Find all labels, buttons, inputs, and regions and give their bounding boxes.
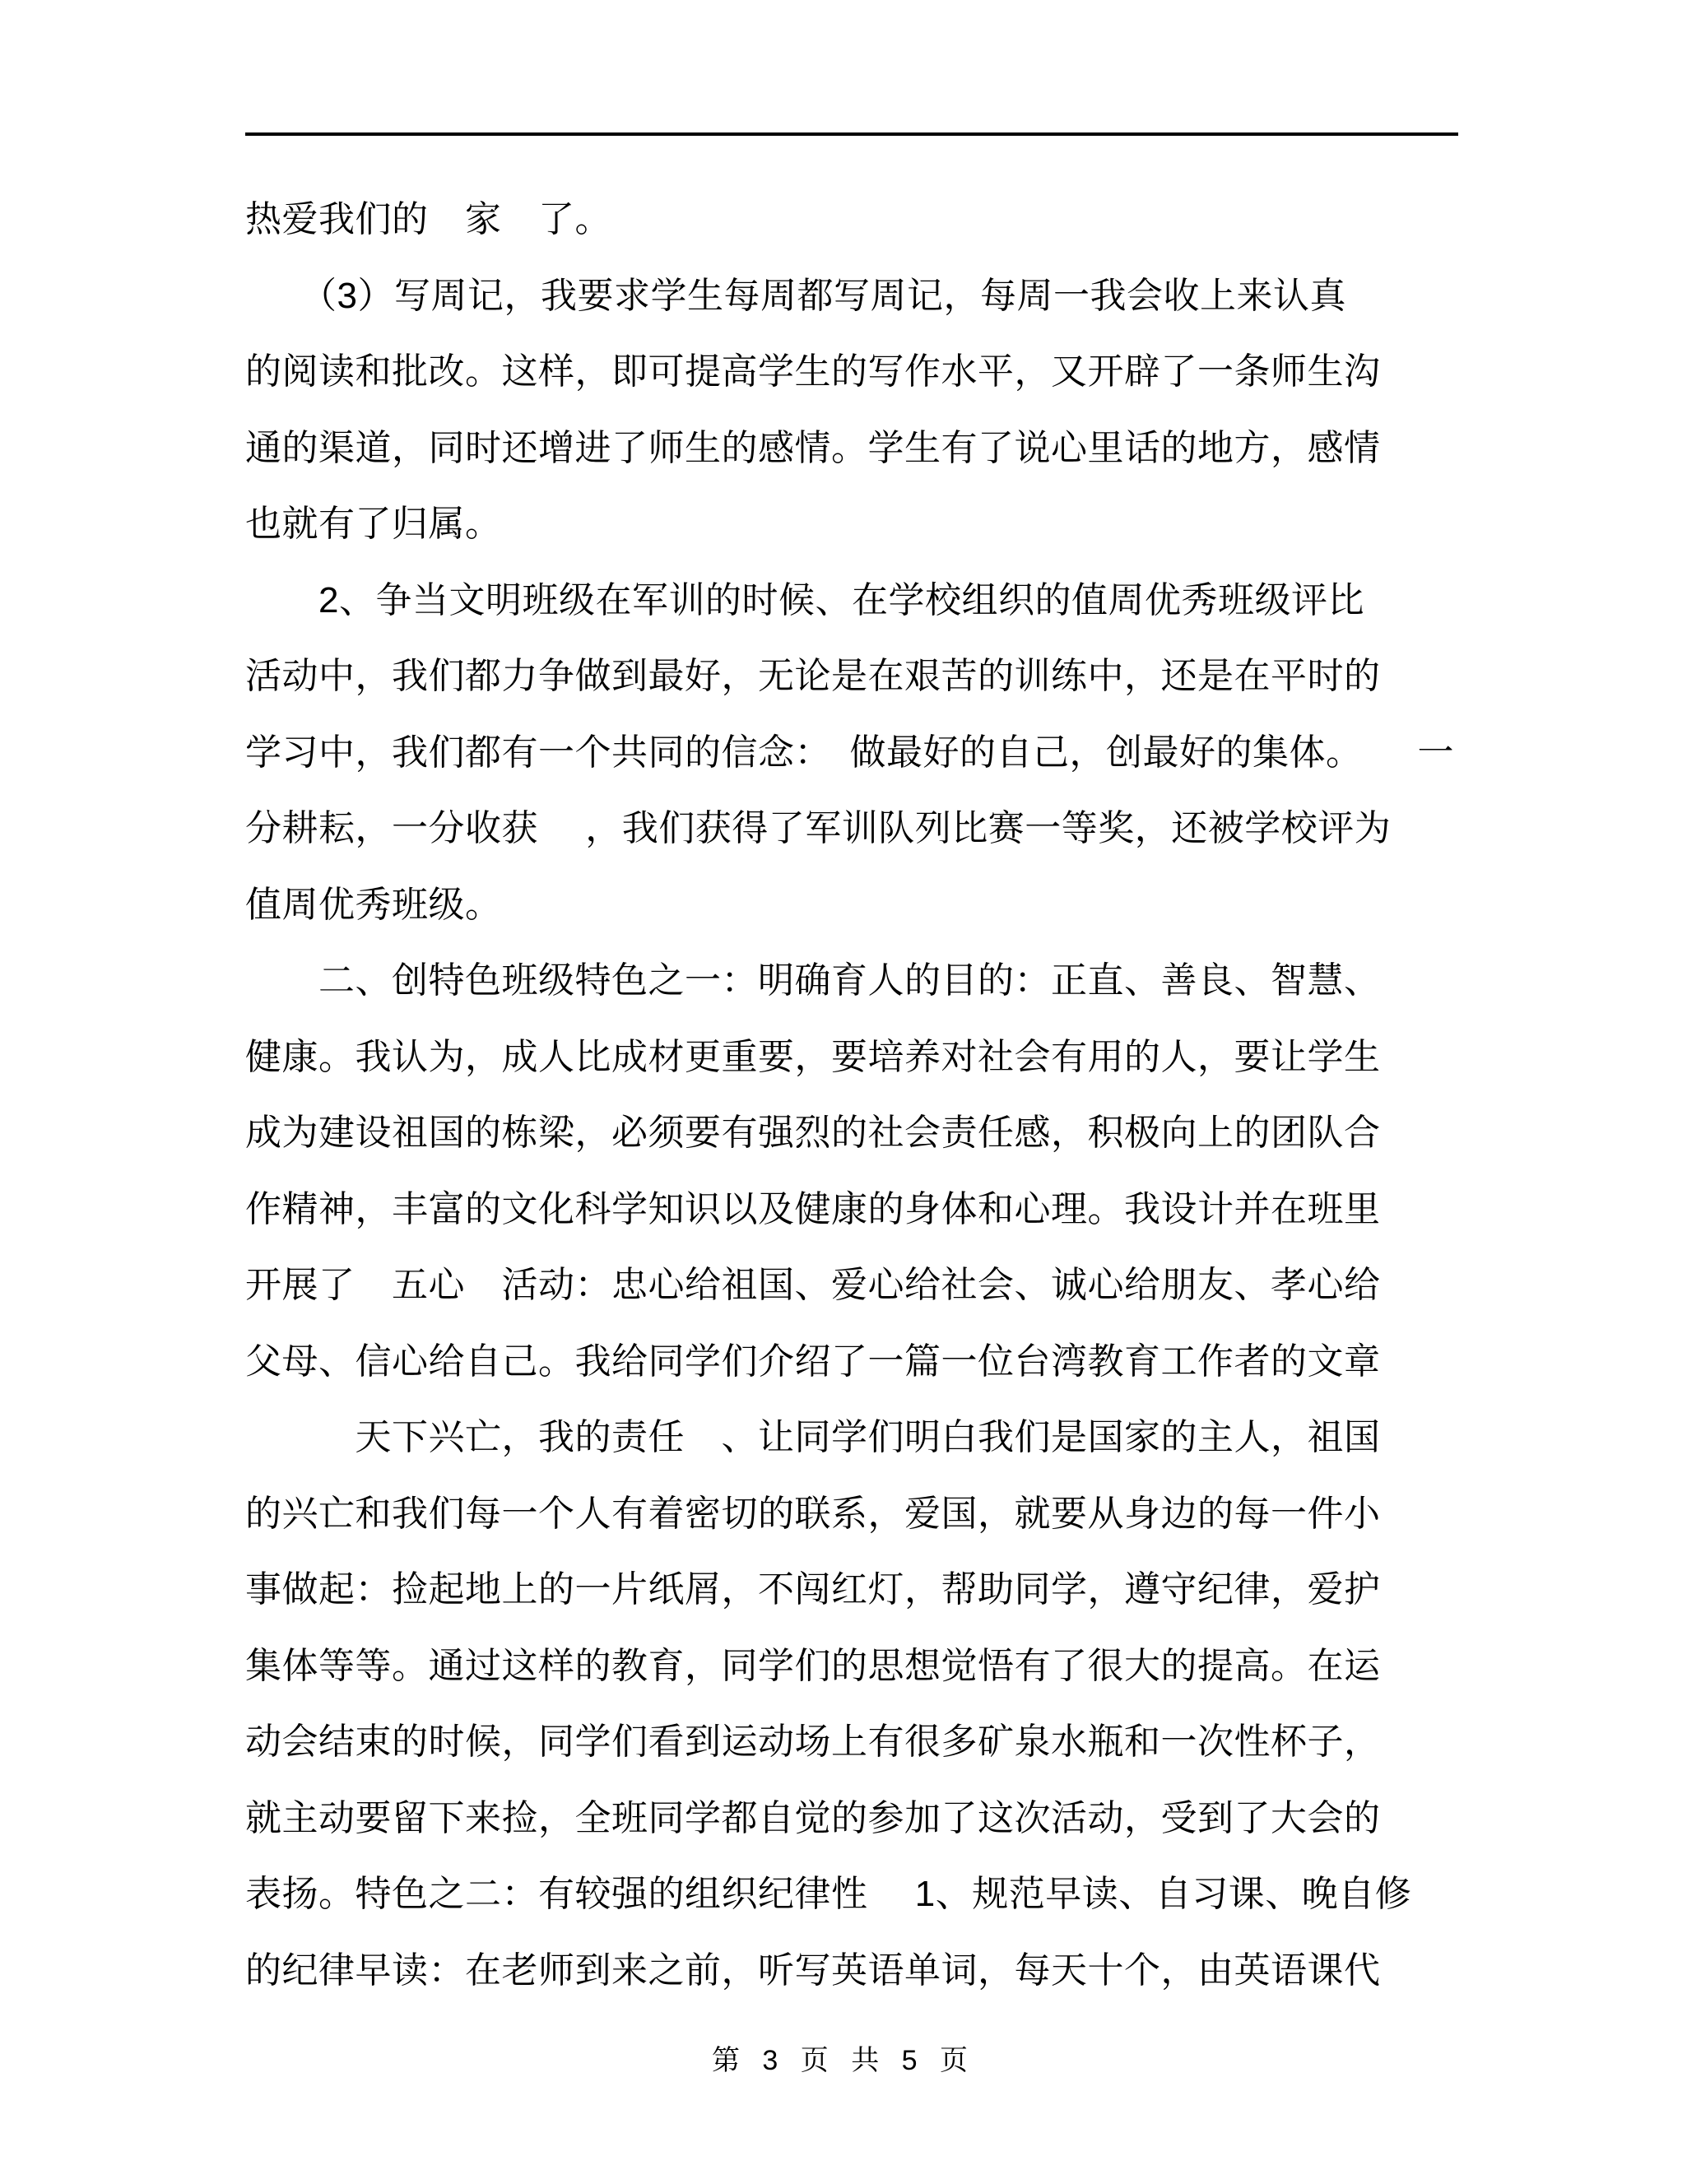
text-line: 活动中，我们都力争做到最好，无论是在艰苦的训练中，还是在平时的 [245,656,1381,696]
text-line: 事做起：捡起地上的一片纸屑，不闯红灯，帮助同学，遵守纪律，爱护 [245,1569,1381,1610]
document-body [245,182,1529,2009]
text-line: 学习中，我们都有一个共同的信念： 做最好的自己，创最好的集体。 一 [245,732,1454,773]
text-line: 开展了 五心 活动：忠心给祖国、爱心给社会、诚心给朋友、孝心给 [245,1265,1381,1305]
text-line: 热爱我们的 家 了。 [245,199,611,239]
text-line: 表扬。特色之二：有较强的组织纪律性 1、规范早读、自习课、晚自修 [245,1874,1412,1914]
text-line: 的纪律早读：在老师到来之前，听写英语单词，每天十个，由英语课代 [245,1949,1381,1991]
text-line: 通的渠道，同时还增进了师生的感情。学生有了说心里话的地方，感情 [245,427,1381,468]
text-line: 分耕耘，一分收获 ，我们获得了军训队列比赛一等奖，还被学校评为 [245,808,1392,848]
text-line: 也就有了归属。 [245,504,502,544]
page-footer [0,2042,1687,2079]
text-line: 的兴亡和我们每一个人有着密切的联系，爱国，就要从身边的每一件小 [245,1493,1381,1534]
text-line: 成为建设祖国的栋梁，必须要有强烈的社会责任感，积极向上的团队合 [245,1113,1381,1153]
text-line: 就主动要留下来捡，全班同学都自觉的参加了这次活动，受到了大会的 [245,1797,1381,1838]
text-line: 2、争当文明班级在军训的时候、在学校组织的值周优秀班级评比 [245,579,1364,620]
text-line: 值周优秀班级。 [245,884,502,925]
text-line: 作精神，丰富的文化科学知识以及健康的身体和心理。我设计并在班里 [245,1188,1381,1229]
text-line: （3）写周记，我要求学生每周都写周记，每周一我会收上来认真 [245,275,1346,316]
header-rule [245,132,1458,136]
text-line: 的阅读和批改。这样，即可提高学生的写作水平，又开辟了一条师生沟 [245,351,1381,392]
text-line: 天下兴亡，我的责任 、让同学们明白我们是国家的主人，祖国 [245,1417,1381,1457]
page-number-indicator: 第 3 页 共 5 页 [711,2045,976,2076]
text-line: 健康。我认为，成人比成材更重要，要培养对社会有用的人，要让学生 [245,1036,1381,1077]
text-line: 动会结束的时候，同学们看到运动场上有很多矿泉水瓶和一次性杯子， [245,1722,1381,1762]
text-line: 二、创特色班级特色之一：明确育人的目的：正直、善良、智慧、 [245,960,1381,1001]
text-line: 集体等等。通过这样的教育，同学们的思想觉悟有了很大的提高。在运 [245,1645,1381,1686]
text-line: 父母、信心给自己。我给同学们介绍了一篇一位台湾教育工作者的文章 [245,1341,1381,1382]
